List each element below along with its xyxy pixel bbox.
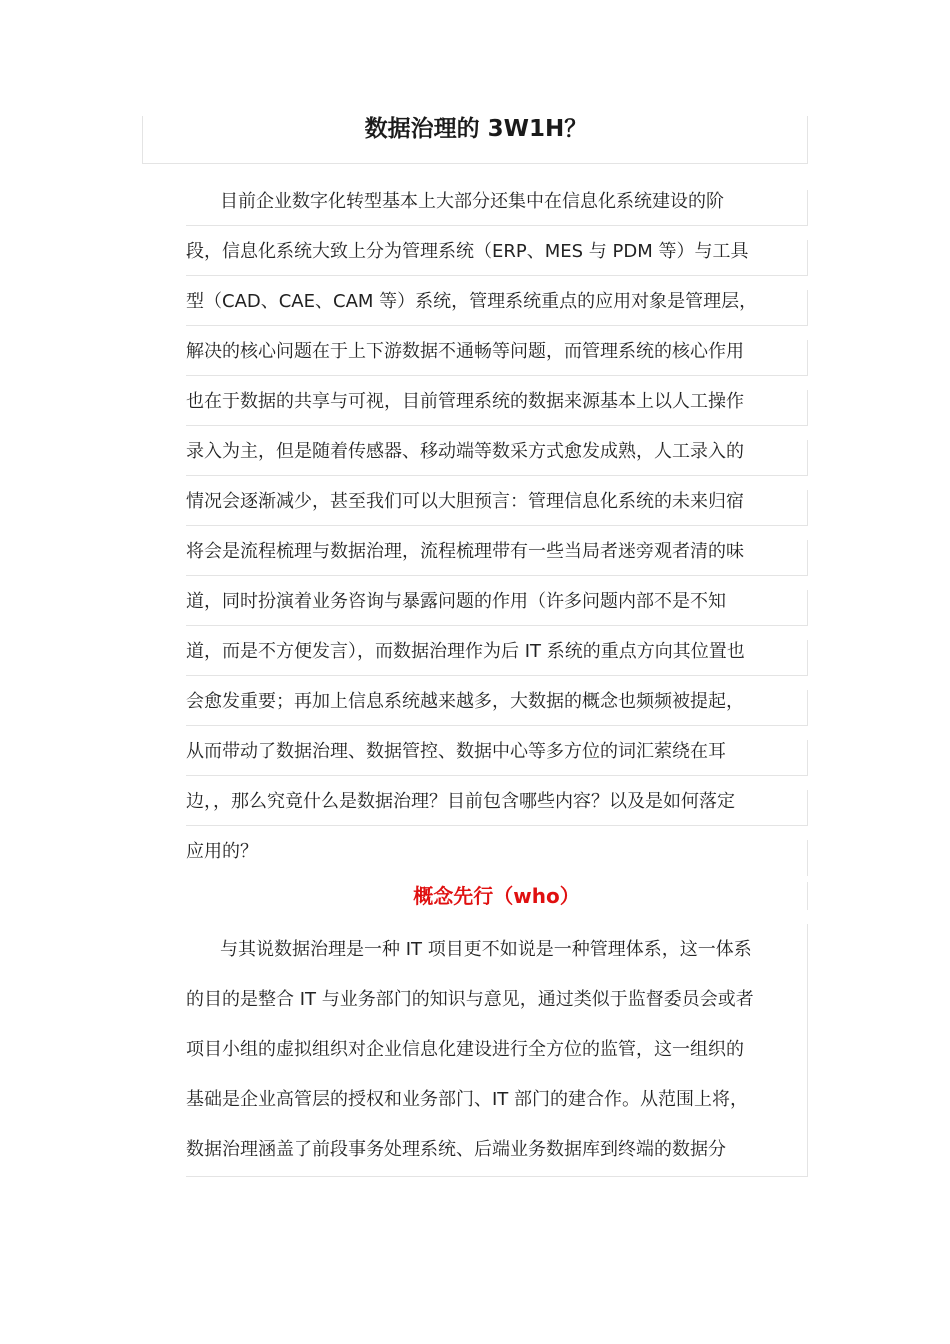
paragraph-line: 道，同时扮演着业务咨询与暴露问题的作用（许多问题内部不是不知 [186,590,808,626]
paragraph-line: 数据治理涵盖了前段事务处理系统、后端业务数据库到终端的数据分 [186,1139,726,1160]
paragraph-line: 边，，那么究竟什么是数据治理？目前包含哪些内容？以及是如何落定 [186,790,808,826]
paragraph-line: 从而带动了数据治理、数据管控、数据中心等多方位的词汇萦绕在耳 [186,740,808,776]
paragraph-line: 型（CAD、CAE、CAM 等）系统，管理系统重点的应用对象是管理层， [186,290,808,326]
paragraph-line: 基础是企业高管层的授权和业务部门、IT 部门的建合作。从范围上将， [186,1089,749,1110]
paragraph-line: 的目的是整合 IT 与业务部门的知识与意见，通过类似于监督委员会或者 [186,989,754,1010]
paragraph-line: 解决的核心问题在于上下游数据不通畅等问题，而管理系统的核心作用 [186,340,808,376]
title-block [142,116,808,164]
paragraph-line: 道，而是不方便发言），而数据治理作为后 IT 系统的重点方向其位置也 [186,640,808,676]
paragraph-line: 应用的？ [186,840,808,876]
paragraph-line: 会愈发重要；再加上信息系统越来越多，大数据的概念也频频被提起， [186,690,808,726]
paragraph-line: 与其说数据治理是一种 IT 项目更不如说是一种管理体系，这一体系 [220,939,752,960]
paragraph-line: 也在于数据的共享与可视，目前管理系统的数据来源基本上以人工操作 [186,390,808,426]
paragraph-line: 将会是流程梳理与数据治理，流程梳理带有一些当局者迷旁观者清的味 [186,540,808,576]
section-border-bottom [186,1176,808,1177]
section-heading: 概念先行（who） [186,882,808,910]
paragraph-line: 项目小组的虚拟组织对企业信息化建设进行全方位的监管，这一组织的 [186,1039,744,1060]
section-border-right [807,924,808,1176]
paragraph-line: 段，信息化系统大致上分为管理系统（ERP、MES 与 PDM 等）与工具 [186,240,808,276]
paragraph-line: 情况会逐渐减少，甚至我们可以大胆预言：管理信息化系统的未来归宿 [186,490,808,526]
paragraph-line: 目前企业数字化转型基本上大部分还集中在信息化系统建设的阶 [186,190,808,226]
page-title: 数据治理的 3W1H？ [364,116,588,142]
paragraph-line: 录入为主，但是随着传感器、移动端等数采方式愈发成熟，人工录入的 [186,440,808,476]
